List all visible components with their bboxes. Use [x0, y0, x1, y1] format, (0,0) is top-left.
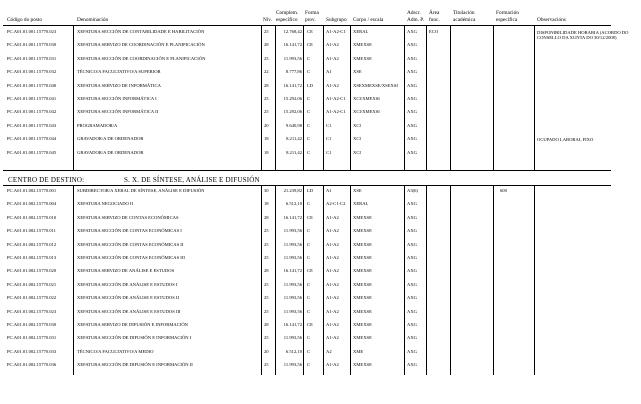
- cell-codigo: PC.A01.01.001.15770.041: [7, 96, 57, 101]
- cell-corpo: XCI/XMEXSI: [353, 96, 380, 101]
- cell-adscr: AXG: [407, 42, 417, 48]
- cell-comp: 11.993,56: [283, 295, 302, 301]
- section-rule-bottom: [3, 185, 611, 186]
- cell-niv: 25: [264, 335, 269, 341]
- cell-forma: C: [307, 228, 311, 234]
- cell-adscr: AXG: [407, 228, 417, 234]
- cell-den: XEFATURA SECCIÓN DE ANÁLISE E ESTUDOS I: [77, 281, 178, 287]
- cell-sub: A1-A2: [326, 82, 339, 88]
- cell-adscr: AXG: [407, 55, 417, 61]
- cell-forma: C: [307, 362, 311, 368]
- cell-niv: 28: [264, 214, 269, 220]
- cell-den: XEFATURA SERVIZO DE COORDINACIÓN E PLANIFICACIÓN: [77, 42, 205, 48]
- cell-den: GRAVADOR/A DE ORDENADOR: [77, 136, 144, 142]
- cell-den: XEFATURA SECCIÓN DE CONTABILIDADE E HABILITACIÓN: [77, 29, 205, 34]
- cell-sub: C1: [326, 122, 332, 128]
- cell-den: XEFATURA SECCIÓN DE DIFUSIÓN E INFORMACIÓN II: [77, 362, 193, 368]
- cell-adscr: AXG: [407, 136, 417, 142]
- cell-forma: CE: [307, 29, 313, 34]
- cell-adscr: AXG: [407, 255, 417, 260]
- table-row: [0, 189, 614, 198]
- cell-codigo: PC.A01.01.002.15770.031: [7, 335, 57, 341]
- cell-corpo: XERAL: [353, 29, 369, 34]
- cell-corpo: XCI/XMEXSI: [353, 109, 380, 115]
- cell-den: XEFATURA SECCIÓN DE COORDINACIÓN E PLANIFICACIÓN: [77, 55, 206, 61]
- cell-corpo: XMEXSE: [353, 42, 372, 48]
- cell-niv: 28: [264, 42, 269, 48]
- table-row: [0, 283, 614, 292]
- cell-niv: 25: [264, 255, 269, 260]
- cell-adscr: AXG: [407, 214, 417, 220]
- cell-corpo: XSE: [353, 69, 362, 75]
- cell-sub: A1-A2: [326, 281, 339, 287]
- cell-niv: 25: [264, 228, 269, 234]
- column-divider: [450, 185, 451, 375]
- cell-codigo: PC.A01.01.002.15770.013: [7, 255, 57, 260]
- cell-corpo: XMEXSE: [353, 241, 372, 247]
- cell-codigo: PC.A01.01.002.15770.021: [7, 281, 57, 287]
- cell-niv: 25: [264, 362, 269, 368]
- cell-den: XEFATURA SERVIZO DE INFORMÁTICA: [77, 82, 161, 88]
- cell-den: XEFATURA SECCIÓN DE ANÁLISE E ESTUDOS II: [77, 295, 179, 301]
- cell-sub: A1-A2-C1: [326, 96, 346, 101]
- cell-den: XEFATURA SECCIÓN DE DIFUSIÓN E INFORMACIÓN I: [77, 335, 192, 341]
- cell-comp: 11.993,56: [283, 241, 302, 247]
- table-row: [0, 97, 614, 106]
- section-label: CENTRO DE DESTINO:: [8, 176, 85, 184]
- cell-codigo: PC.A01.01.002.15770.010: [7, 214, 57, 220]
- cell-corpo: XSE: [353, 188, 362, 193]
- cell-adscr: AXG: [407, 308, 417, 314]
- cell-codigo: PC.A01.01.002.15770.011: [7, 228, 56, 234]
- header-subgrupo: Subgrupo: [326, 17, 347, 23]
- cell-comp: 11.993,56: [283, 281, 302, 287]
- table-row: [0, 124, 614, 133]
- header-observacions: Observacións: [537, 17, 566, 23]
- column-divider: [534, 185, 535, 375]
- cell-adscr: AXG: [407, 362, 417, 368]
- cell-comp: 8.777,86: [285, 69, 302, 75]
- cell-codigo: PC.A01.01.002.15770.023: [7, 308, 57, 314]
- cell-comp: 11.993,56: [283, 362, 302, 368]
- cell-forma: C: [307, 281, 311, 287]
- cell-den: TÉCNICO/A FACULTATIVO/A MEDIO: [77, 348, 154, 354]
- cell-codigo: PC.A01.01.002.15770.033: [7, 348, 57, 354]
- cell-niv: 25: [264, 241, 269, 247]
- cell-obs: OCUPADO LABORAL FIXO: [537, 137, 594, 143]
- cell-den: XEFATURA SECCIÓN DE CONTAS ECONÓMICAS II: [77, 241, 184, 247]
- cell-adscr: A3(6): [407, 188, 418, 193]
- cell-den: XEFATURA SECCIÓN DE ANÁLISE E ESTUDOS III: [77, 308, 181, 314]
- table-row: [0, 151, 614, 160]
- cell-codigo: PC.A01.01.002.15770.036: [7, 362, 57, 368]
- table-row: [0, 296, 614, 305]
- cell-codigo: PC.A01.01.002.15770.020: [7, 268, 57, 274]
- cell-sub: A1-A2-C1: [326, 29, 346, 34]
- cell-niv: 20: [264, 348, 269, 354]
- cell-adscr: AXG: [407, 322, 417, 327]
- cell-comp: 8.211,42: [286, 149, 302, 155]
- cell-corpo: XMEXSE: [353, 335, 372, 341]
- cell-comp: 16.141,72: [283, 268, 302, 274]
- cell-adscr: AXG: [407, 82, 417, 88]
- table-row: [0, 29, 629, 41]
- cell-sub: C1: [326, 149, 332, 155]
- cell-niv: 22: [264, 69, 269, 75]
- cell-niv: 18: [264, 201, 269, 207]
- table-row: [0, 323, 614, 332]
- cell-comp: 6.512,10: [285, 201, 302, 207]
- cell-comp: 16.141,72: [283, 42, 302, 48]
- table-row: [0, 243, 614, 252]
- cell-forma: C: [307, 149, 311, 155]
- column-divider: [303, 185, 304, 375]
- column-divider: [275, 185, 276, 375]
- header-especifico: específico: [276, 17, 298, 23]
- header-academica: académica: [453, 17, 476, 23]
- cell-corpo: XMEXSE: [353, 55, 372, 61]
- cell-forma: C: [307, 96, 311, 101]
- cell-forma: C: [307, 348, 311, 354]
- cell-corpo: XMEXSE: [353, 281, 372, 287]
- cell-codigo: PC.A01.01.001.15770.042: [7, 109, 57, 115]
- cell-comp: 15.292,06: [283, 109, 302, 115]
- cell-sub: A1-A2-C1: [326, 109, 346, 115]
- header-rule: [3, 25, 611, 26]
- cell-adscr: AXG: [407, 96, 417, 101]
- cell-adscr: AXG: [407, 69, 417, 75]
- column-divider: [261, 185, 262, 375]
- cell-niv: 25: [264, 109, 269, 115]
- cell-corpo: XMEXSE: [353, 268, 372, 274]
- cell-sub: A1: [326, 69, 332, 75]
- cell-niv: 30: [264, 188, 269, 193]
- header-adm: Adm. P.: [407, 17, 424, 23]
- header-especifica: específica: [496, 17, 518, 23]
- cell-codigo: PC.A01.01.001.15770.045: [7, 149, 57, 155]
- cell-den: XEFATURA SECCIÓN DE CONTAS ECONÓMICAS I: [77, 228, 182, 234]
- cell-sub: A1-A2: [326, 42, 339, 48]
- cell-sub: A1-A2: [326, 241, 339, 247]
- cell-niv: 25: [264, 281, 269, 287]
- cell-forma: C: [307, 335, 311, 341]
- cell-forma: C: [307, 201, 311, 207]
- cell-corpo: XSEXMEXSE/XSEXSI: [353, 82, 398, 88]
- cell-codigo: PC.A01.01.002.15770.022: [7, 295, 57, 301]
- header-func: func.: [429, 17, 440, 23]
- cell-forma: C: [307, 122, 311, 128]
- cell-codigo: PC.A01.01.001.15770.043: [7, 122, 57, 128]
- cell-forma: C: [307, 136, 311, 142]
- cell-den: XEFATURA SECCIÓN INFORMÁTICA II: [77, 109, 159, 115]
- cell-adscr: AXG: [407, 335, 417, 341]
- cell-comp: 9.640,98: [285, 122, 302, 128]
- table-row: [0, 269, 614, 278]
- cell-niv: 25: [264, 96, 269, 101]
- cell-corpo: XMEXSE: [353, 362, 372, 368]
- column-divider: [323, 185, 324, 375]
- cell-niv: 20: [264, 122, 269, 128]
- table-row: [0, 363, 614, 372]
- cell-forma: C: [307, 295, 311, 301]
- cell-forma: C: [307, 55, 311, 61]
- header-titulacion: Titulación: [453, 10, 475, 16]
- cell-comp: 11.993,56: [283, 255, 302, 260]
- cell-corpo: XMEXSE: [353, 228, 372, 234]
- table-row: [0, 84, 614, 93]
- cell-corpo: XME: [353, 348, 364, 354]
- cell-adscr: AXG: [407, 268, 417, 274]
- table-row: [0, 256, 614, 265]
- cell-den: GRAVADOR/A DE ORDENADOR: [77, 149, 144, 155]
- cell-sub: A1-A2: [326, 322, 339, 327]
- cell-comp: 11.993,56: [283, 335, 302, 341]
- cell-forma: LD: [307, 82, 314, 88]
- cell-comp: 11.993,56: [283, 308, 302, 314]
- cell-adscr: AXG: [407, 295, 417, 301]
- cell-corpo: XCI: [353, 149, 361, 155]
- table-row: [0, 202, 614, 211]
- cell-sub: A1: [326, 188, 332, 193]
- cell-comp: 11.993,56: [283, 228, 302, 234]
- section-rule-top: [3, 170, 611, 171]
- cell-sub: A1-A2: [326, 362, 339, 368]
- cell-comp: 15.292,06: [283, 96, 302, 101]
- cell-forma: LD: [307, 188, 314, 193]
- cell-codigo: PC.A01.01.002.15770.012: [7, 241, 57, 247]
- cell-codigo: PC.A01.01.001.15770.044: [7, 136, 57, 142]
- cell-adscr: AXG: [407, 122, 417, 128]
- cell-comp: 16.141,72: [283, 214, 302, 220]
- cell-niv: 18: [264, 149, 269, 155]
- cell-sub: A1-A2: [326, 214, 339, 220]
- cell-den: PROGRAMADOR/A: [77, 122, 118, 128]
- cell-corpo: XMEXSE: [353, 255, 372, 260]
- cell-corpo: XMEXSE: [353, 308, 372, 314]
- cell-forma: CE: [307, 214, 313, 220]
- table-row: [0, 43, 614, 52]
- cell-adscr: AXG: [407, 109, 417, 115]
- header-adscr: Adscr.: [407, 10, 421, 16]
- header-codigo: Código do posto: [7, 17, 43, 23]
- table-row: [0, 310, 614, 319]
- cell-den: SUBDIRECTOR/A XERAL DE SÍNTESE, ANÁLISE E DIFUSIÓN: [77, 188, 205, 193]
- cell-comp: 16.141,72: [283, 82, 302, 88]
- column-divider: [404, 185, 405, 375]
- cell-comp: 12.768,42: [283, 29, 302, 34]
- cell-forma: C: [307, 109, 311, 115]
- cell-niv: 25: [264, 29, 269, 34]
- cell-comp: 21.239,82: [283, 188, 302, 193]
- cell-sub: A1-A2: [326, 255, 339, 260]
- cell-den: XEFATURA SERVIZO DE DIFUSIÓN E INFORMACIÓN: [77, 322, 188, 327]
- cell-adscr: AXG: [407, 241, 417, 247]
- cell-adscr: AXG: [407, 281, 417, 287]
- cell-forma: C: [307, 241, 311, 247]
- cell-comp: 6.512,10: [285, 348, 302, 354]
- cell-niv: 25: [264, 55, 269, 61]
- cell-codigo: PC.A01.01.001.15770.023: [7, 29, 57, 34]
- table-row: [0, 336, 614, 345]
- cell-adscr: AXG: [407, 348, 417, 354]
- table-row: [0, 350, 614, 359]
- table-row: [0, 70, 614, 79]
- cell-sub: A1-A2: [326, 228, 339, 234]
- column-divider: [350, 185, 351, 375]
- header-denominacion: Denominación: [77, 17, 109, 23]
- cell-sub: A1-A2: [326, 268, 339, 274]
- cell-forma: C: [307, 255, 311, 260]
- cell-niv: 18: [264, 136, 269, 142]
- cell-forma: CE: [307, 268, 313, 274]
- cell-niv: 28: [264, 82, 269, 88]
- cell-form: 600: [500, 188, 507, 193]
- cell-sub: A2: [326, 348, 332, 354]
- table-row: [0, 110, 614, 119]
- header-area: Área: [429, 10, 440, 16]
- header-forma: Forma: [305, 10, 319, 16]
- cell-adscr: AXG: [407, 201, 417, 207]
- cell-den: TÉCNICO/A FACULTATIVO/A SUPERIOR: [77, 69, 161, 75]
- header-complem: Complem.: [276, 10, 299, 16]
- cell-sub: A1-A2: [326, 335, 339, 341]
- cell-niv: 28: [264, 268, 269, 274]
- cell-corpo: XMEXSE: [353, 322, 372, 327]
- cell-corpo: XCI: [353, 136, 361, 142]
- section-title: S. X. DE SÍNTESE, ANÁLISE E DIFUSIÓN: [124, 176, 260, 184]
- cell-codigo: PC.A01.01.001.15770.032: [7, 69, 57, 75]
- cell-den: XEFATURA SECCIÓN INFORMÁTICA I: [77, 96, 157, 101]
- cell-sub: A1-A2: [326, 295, 339, 301]
- cell-niv: 28: [264, 322, 269, 327]
- table-row: [0, 216, 614, 225]
- cell-corpo: XMEXSE: [353, 295, 372, 301]
- cell-forma: CE: [307, 322, 313, 327]
- header-prov: prov.: [305, 17, 316, 23]
- cell-codigo: PC.A01.01.001.15770.040: [7, 82, 57, 88]
- cell-den: XEFATURA SECCIÓN DE CONTAS ECONÓMICAS III: [77, 255, 185, 260]
- header-corpo: Corpo / escala: [353, 17, 384, 23]
- cell-corpo: XERAL: [353, 201, 369, 207]
- cell-adscr: AXG: [407, 149, 417, 155]
- cell-codigo: PC.A01.01.002.15770.001: [7, 188, 57, 193]
- column-divider: [493, 185, 494, 375]
- header-formacion: Formación: [496, 10, 519, 16]
- cell-codigo: PC.A01.01.002.15770.004: [7, 201, 57, 207]
- column-divider: [73, 185, 74, 375]
- cell-obs: DISPONIBILIDADE HORARIA (ACORDO DO CONSELLO DA XUNTA DO 30/12/2008): [537, 30, 629, 41]
- cell-sub: A2-C1-C2: [326, 201, 346, 207]
- cell-sub: A1-A2: [326, 308, 339, 314]
- cell-comp: 16.141,72: [283, 322, 302, 327]
- cell-corpo: XCI: [353, 122, 361, 128]
- cell-den: XEFATURA SERVIZO DE CONTAS ECONÓMICAS: [77, 214, 179, 220]
- cell-codigo: PC.A01.01.002.15770.030: [7, 322, 57, 327]
- cell-den: XEFATURA NEGOCIADO II: [77, 201, 134, 207]
- cell-forma: CE: [307, 42, 313, 48]
- cell-adscr: AXG: [407, 29, 417, 34]
- table-row: [0, 57, 614, 66]
- cell-corpo: XMEXSE: [353, 214, 372, 220]
- header-niv: Niv.: [263, 17, 272, 23]
- cell-niv: 25: [264, 308, 269, 314]
- cell-comp: 8.211,42: [286, 136, 302, 142]
- column-divider: [426, 185, 427, 375]
- table-row: [0, 137, 614, 146]
- cell-sub: C1: [326, 136, 332, 142]
- cell-codigo: PC.A01.01.001.15770.030: [7, 42, 57, 48]
- cell-forma: C: [307, 308, 311, 314]
- table-row: [0, 229, 614, 238]
- cell-comp: 11.993,56: [283, 55, 302, 61]
- cell-den: XEFATURA SERVIZO DE ANÁLISE E ESTUDOS: [77, 268, 175, 274]
- cell-sub: A1-A2: [326, 55, 339, 61]
- cell-area: ECO: [429, 29, 439, 34]
- cell-forma: C: [307, 69, 311, 75]
- cell-codigo: PC.A01.01.001.15770.031: [7, 55, 57, 61]
- cell-niv: 25: [264, 295, 269, 301]
